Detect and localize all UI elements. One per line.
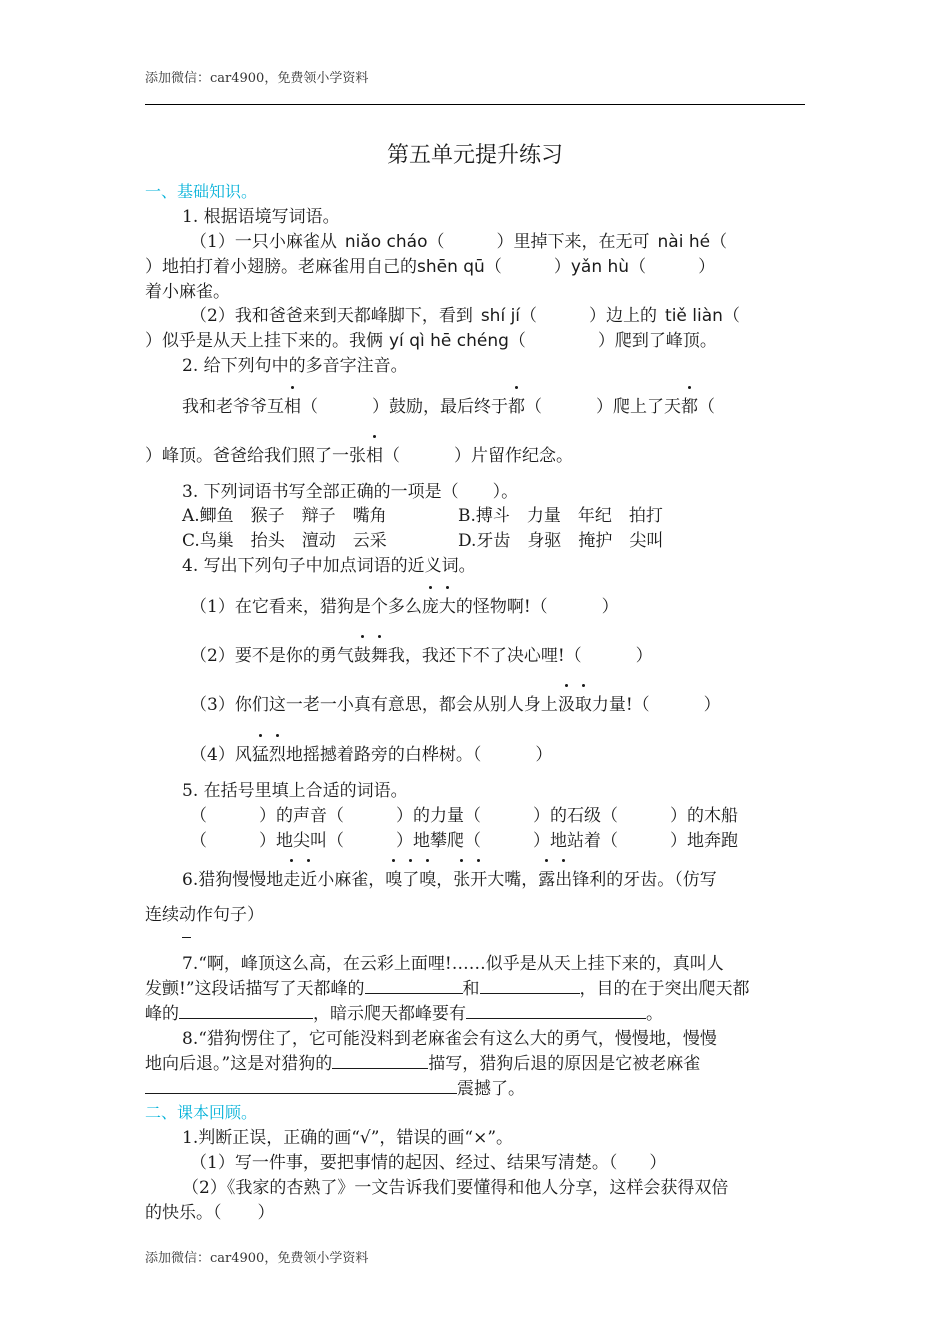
q5-word: 地站着: [550, 831, 601, 851]
text: ）爬上了天: [596, 397, 681, 417]
dotted-word: [283, 870, 317, 890]
pinyin: yǎn hù: [570, 257, 630, 277]
text: （: [710, 232, 728, 252]
q1-line4: [190, 301, 740, 326]
q4-sentence-1: [190, 592, 619, 617]
close-paren: ）: [396, 806, 413, 826]
dotted-char: 鼓: [354, 641, 371, 666]
answer-blank[interactable]: [332, 1052, 428, 1069]
q1-line3: 着小麻雀。: [145, 282, 230, 302]
q8-line2: [145, 1049, 700, 1074]
q2-stem: 2. 给下列句中的多音字注音。: [182, 356, 408, 376]
close-paren: ）: [533, 806, 550, 826]
q6-line2: 连续动作句子）: [145, 905, 264, 925]
q1-line5: [145, 326, 717, 351]
open-paren: （: [190, 831, 207, 851]
text: 锋利的牙齿。（仿写: [572, 870, 717, 890]
q8-line3: [145, 1074, 525, 1099]
text: ）似乎是从天上挂下来的。我俩: [145, 331, 383, 351]
text: ）: [553, 257, 571, 277]
dotted-char: 取: [575, 690, 592, 715]
dotted-char: 嗅: [419, 865, 436, 890]
q5-word: 的力量: [413, 806, 464, 826]
text: ，暗示爬天都峰要有: [313, 1004, 466, 1024]
q1-line1: [190, 227, 727, 252]
close-paren: ）: [670, 806, 687, 826]
text: ）: [257, 1203, 275, 1223]
text: （: [722, 306, 740, 326]
text: （2）要不是你的勇气: [190, 646, 354, 666]
open-paren: （: [327, 806, 344, 826]
text: ）里掉下来，在无可: [496, 232, 650, 252]
q5-word: 地尖叫: [276, 831, 327, 851]
q3-stem: [182, 477, 518, 502]
dotted-word: [558, 695, 592, 715]
text: ）。: [492, 482, 519, 502]
answer-blank[interactable]: [145, 1077, 457, 1094]
q4-sentence-2: [190, 641, 653, 666]
close-paren: ）: [396, 831, 413, 851]
dotted-char: 猛: [252, 740, 269, 765]
pinyin: niǎo cháo: [344, 232, 428, 252]
dotted-word: [538, 870, 572, 890]
close-paren: ）: [533, 831, 550, 851]
text: （: [427, 232, 445, 252]
dotted-char: 庞: [422, 592, 439, 617]
dotted-char: 开: [470, 865, 487, 890]
text: 我和老爷爷互: [182, 397, 284, 417]
close-paren: ）: [259, 831, 276, 851]
q3-option-a: A.鲫鱼 猴子 辩子 嘴角: [182, 506, 387, 526]
pinyin: shēn qū: [417, 257, 485, 277]
q5-word: 的声音: [276, 806, 327, 826]
text: ）: [535, 745, 553, 765]
dotted-char: 了: [402, 865, 419, 890]
text: （1）一只小麻雀从: [190, 232, 337, 252]
text: 地摇撼着路旁的白桦树。（: [285, 745, 482, 765]
dotted-word: [422, 597, 456, 617]
dotted-char: 出: [555, 865, 572, 890]
section-heading-basics: 一、基础知识。: [145, 182, 258, 201]
text: 。: [646, 1004, 663, 1024]
q5-word: 的木船: [687, 806, 738, 826]
dotted-char: 走: [283, 865, 300, 890]
close-paren: ）: [670, 831, 687, 851]
dotted-char: 舞: [371, 641, 388, 666]
text: （4）风: [190, 745, 252, 765]
page-footer: 添加微信：car4900，免费领小学资料: [145, 1251, 369, 1266]
dotted-char: 烈: [269, 740, 286, 765]
text: （: [301, 397, 318, 417]
open-paren: （: [601, 831, 618, 851]
text: ）片留作纪念。: [454, 446, 573, 466]
text: （: [484, 257, 502, 277]
answer-line-mark: [182, 937, 191, 938]
text: 大嘴，: [487, 870, 539, 890]
text: 小麻雀，: [317, 870, 386, 890]
text: ）爬到了峰顶。: [597, 331, 717, 351]
text: ）: [601, 597, 619, 617]
dotted-char: 露: [538, 865, 555, 890]
q1-line2: [145, 252, 715, 277]
header-rule: [145, 104, 805, 105]
q5-row-2: [190, 826, 738, 851]
q6-line1: [182, 865, 717, 890]
text: 发颤!”这段话描写了天都峰的: [145, 979, 365, 999]
q5-row-1: [190, 801, 738, 826]
q5-word: 地攀爬: [413, 831, 464, 851]
dotted-char: 汲: [558, 690, 575, 715]
dotted-char: 近: [300, 865, 317, 890]
q7-line1: 7.“啊，峰顶这么高，在云彩上面哩!……似乎是从天上挂下来的，真叫人: [182, 954, 724, 974]
q2-line1: [182, 392, 715, 417]
text: 地向后退。”这是对猎狗的: [145, 1054, 333, 1074]
answer-blank[interactable]: [179, 1002, 313, 1019]
text: ，目的在于突出爬天都: [579, 979, 750, 999]
answer-blank[interactable]: [365, 977, 463, 994]
text: （: [383, 446, 400, 466]
text: （: [698, 397, 715, 417]
text: 描写，猎狗后退的原因是它被老麻雀: [428, 1054, 701, 1074]
text: ）地拍打着小翅膀。老麻雀用自己的: [145, 257, 417, 277]
text: 3. 下列词语书写全部正确的一项是（: [182, 482, 459, 502]
pinyin: shí jí: [480, 306, 521, 326]
text: （: [520, 306, 538, 326]
text: 力量!（: [591, 695, 650, 715]
q4-sentence-3: [190, 690, 721, 715]
q5-word: 的石级: [550, 806, 601, 826]
dotted-char: 都: [681, 392, 698, 417]
dotted-char: 张: [453, 865, 470, 890]
text: ，: [436, 870, 454, 890]
review-q1-item-2-line1: （2）《我家的杏熟了》一文告诉我们要懂得和他人分享，这样会获得双倍: [182, 1178, 729, 1198]
dotted-char: 都: [508, 392, 525, 417]
review-q1-item-2-line2: [145, 1198, 275, 1223]
text: 震撼了。: [457, 1079, 525, 1099]
text: ）: [698, 257, 716, 277]
text: ）鼓励，最后终于: [372, 397, 508, 417]
text: 和: [462, 979, 480, 999]
text: 的怪物啊!（: [455, 597, 548, 617]
q1-stem: 1. 根据语境写词语。: [182, 207, 340, 227]
text: ）峰顶。爸爸给我们照了一张: [145, 446, 366, 466]
q7-line3: [145, 999, 663, 1024]
q8-line1: 8.“猎狗愣住了，它可能没料到老麻雀会有这么大的勇气，慢慢地，慢慢: [182, 1029, 717, 1049]
review-q1-stem: 1.判断正误，正确的画“√”，错误的画“×”。: [182, 1128, 514, 1148]
q3-option-d: D.牙齿 身驱 掩护 尖叫: [458, 531, 664, 551]
open-paren: （: [464, 806, 481, 826]
open-paren: （: [327, 831, 344, 851]
text: （3）你们这一老一小真有意思，都会从别人身上: [190, 695, 558, 715]
dotted-char: 相: [366, 441, 383, 466]
q5-word: 地奔跑: [687, 831, 738, 851]
q3-option-b: B.搏斗 力量 年纪 拍打: [458, 506, 663, 526]
dotted-word: [453, 870, 487, 890]
text: （: [525, 397, 542, 417]
text: ）: [635, 646, 653, 666]
text: 我，我还下不了决心哩!（: [387, 646, 582, 666]
q5-stem: 5. 在括号里填上合适的词语。: [182, 781, 408, 801]
page-header: 添加微信：car4900，免费领小学资料: [145, 71, 369, 86]
dotted-word: [385, 870, 436, 890]
text: 的快乐。（: [145, 1203, 222, 1223]
text: （: [629, 257, 647, 277]
q2-line2: [145, 441, 573, 466]
pinyin: tiě liàn: [665, 306, 723, 326]
open-paren: （: [464, 831, 481, 851]
dotted-char: 相: [284, 392, 301, 417]
q4-sentence-4: [190, 740, 552, 765]
text: （1）写一件事，要把事情的起因、经过、结果写清楚。（: [190, 1153, 618, 1173]
text: （2）我和爸爸来到天都峰脚下，看到: [190, 306, 473, 326]
q3-option-c: C.鸟巢 抬头 澶动 云采: [182, 531, 387, 551]
open-paren: （: [601, 806, 618, 826]
dotted-char: 大: [439, 592, 456, 617]
text: 6.猎狗慢慢地: [182, 870, 284, 890]
close-paren: ）: [259, 806, 276, 826]
dotted-char: 嗅: [385, 865, 402, 890]
dotted-word: [354, 646, 388, 666]
q7-line2: [145, 974, 750, 999]
section-heading-review: 二、课本回顾。: [145, 1103, 258, 1122]
text: ）: [649, 1153, 667, 1173]
page-title: 第五单元提升练习: [386, 143, 563, 168]
text: ）: [703, 695, 721, 715]
dotted-word: [252, 745, 286, 765]
pinyin: nài hé: [657, 232, 711, 252]
text: （1）在它看来，猎狗是个多么: [190, 597, 422, 617]
text: （: [508, 331, 526, 351]
answer-blank[interactable]: [466, 1002, 646, 1019]
pinyin: yí qì hē chéng: [389, 331, 509, 351]
text: ）边上的: [589, 306, 658, 326]
answer-blank[interactable]: [480, 977, 580, 994]
text: 峰的: [145, 1004, 179, 1024]
q4-stem: 4. 写出下列句子中加点词语的近义词。: [182, 556, 476, 576]
open-paren: （: [190, 806, 207, 826]
review-q1-item-1: [190, 1148, 666, 1173]
